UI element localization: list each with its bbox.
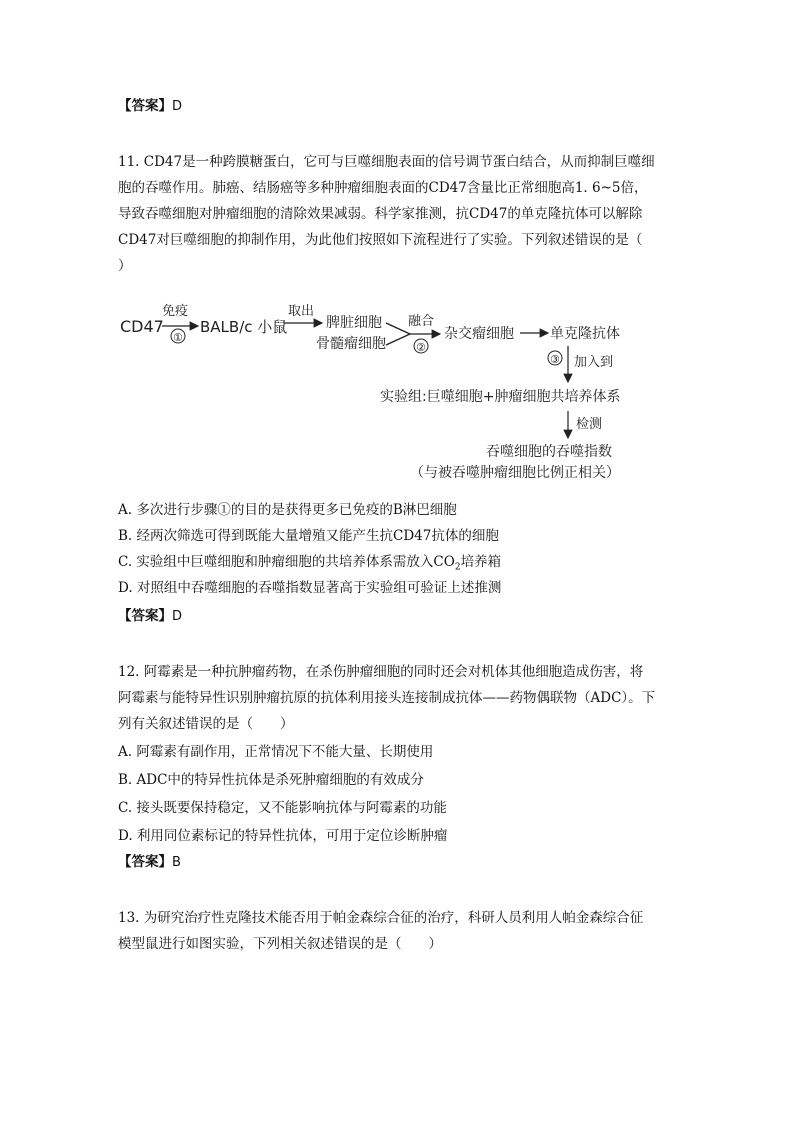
detect-label: 检测 (576, 417, 603, 432)
q11-option-c-text: C. 实验组中巨噬细胞和肿瘤细胞的共培养体系需放入CO (118, 554, 455, 570)
q11-option-a: A. 多次进行步骤①的目的是获得更多已免疫的B淋巴细胞 (118, 502, 457, 518)
hybridoma-label: 杂交瘤细胞 (444, 326, 514, 342)
phagocytic-index-note: （与被吞噬肿瘤细胞比例正相关） (410, 465, 620, 481)
q11-stem-line-1: 11. CD47是一种跨膜糖蛋白，它可与巨噬细胞表面的信号调节蛋白结合，从而抑制巨噬细 (118, 154, 655, 170)
q13-stem-line-2: 模型鼠进行如图实验，下列相关叙述错误的是（ ） (118, 936, 442, 952)
q12-stem-line-1: 12. 阿霉素是一种抗肿瘤药物，在杀伤肿瘤细胞的同时还会对机体其他细胞造成伤害，将 (118, 664, 644, 680)
answer-value: D (172, 609, 183, 624)
mouse-label: BALB/c 小鼠 (200, 318, 288, 336)
answer-label: 【答案】 (118, 854, 172, 870)
experiment-group-label: 实验组:巨噬细胞+肿瘤细胞共培养体系 (380, 389, 621, 405)
q11-stem-line-4: CD47对巨噬细胞的抑制作用，为此他们按照如下流程进行了实验。下列叙述错误的是（ (118, 232, 643, 248)
q13-stem-line-1: 13. 为研究治疗性克隆技术能否用于帕金森综合征的治疗，科研人员利用人帕金森综合征 (118, 910, 644, 926)
answer-value: B (172, 855, 181, 870)
immunize-label: 免疫 (162, 304, 189, 319)
answer-label: 【答案】 (118, 98, 172, 114)
q11-answer (118, 606, 182, 627)
q11-option-b: B. 经两次筛选可得到既能大量增殖又能产生抗CD47抗体的细胞 (118, 528, 499, 544)
take-out-label: 取出 (288, 304, 315, 319)
answer-value: D (172, 99, 183, 114)
mab-label: 单克隆抗体 (550, 326, 620, 342)
step1-label: ① (173, 331, 183, 344)
q11-stem-line-5: ） (118, 258, 132, 274)
answer-label: 【答案】 (118, 608, 172, 624)
q12-answer (118, 852, 181, 873)
step3-label: ③ (550, 353, 560, 366)
phagocytic-index-label: 吞噬细胞的吞噬指数 (486, 444, 612, 460)
q12-stem-line-2: 阿霉素与能特异性识别肿瘤抗原的抗体利用接头连接制成抗体——药物偶联物（ADC）。下 (118, 690, 656, 706)
q12-option-a: A. 阿霉素有副作用，正常情况下不能大量、长期使用 (118, 744, 434, 760)
q11-stem-line-3: 导致吞噬细胞对肿瘤细胞的清除效果减弱。科学家推测，抗CD47的单克隆抗体可以解除 (118, 206, 643, 222)
q12-option-d: D. 利用同位素标记的特异性抗体，可用于定位诊断肿瘤 (118, 828, 448, 844)
q11-option-c-subscript: 2 (454, 562, 461, 573)
q12-option-b: B. ADC中的特异性抗体是杀死肿瘤细胞的有效成分 (118, 772, 424, 788)
q12-option-c: C. 接头既要保持稳定，又不能影响抗体与阿霉素的功能 (118, 800, 447, 816)
cd47-label: CD47 (120, 317, 164, 336)
spleen-cell-label: 脾脏细胞 (326, 315, 382, 331)
q11-option-c-text-end: 培养箱 (460, 554, 502, 570)
myeloma-cell-label: 骨髓瘤细胞 (316, 336, 386, 352)
step2-label: ② (416, 341, 426, 354)
add-to-label: 加入到 (574, 355, 614, 370)
q10-answer (118, 96, 182, 117)
fuse-label: 融合 (408, 314, 435, 329)
q11-option-c (118, 552, 501, 578)
q12-stem-line-3: 列有关叙述错误的是（ ） (118, 716, 294, 732)
q11-option-d: D. 对照组中吞噬细胞的吞噬指数显著高于实验组可验证上述推测 (118, 580, 502, 596)
q11-stem-line-2: 胞的吞噬作用。肺癌、结肠癌等多种肿瘤细胞表面的CD47含量比正常细胞高1. 6~5倍， (118, 180, 648, 196)
fusion-merge-lines (386, 323, 410, 345)
q11-flow-diagram (118, 296, 678, 492)
